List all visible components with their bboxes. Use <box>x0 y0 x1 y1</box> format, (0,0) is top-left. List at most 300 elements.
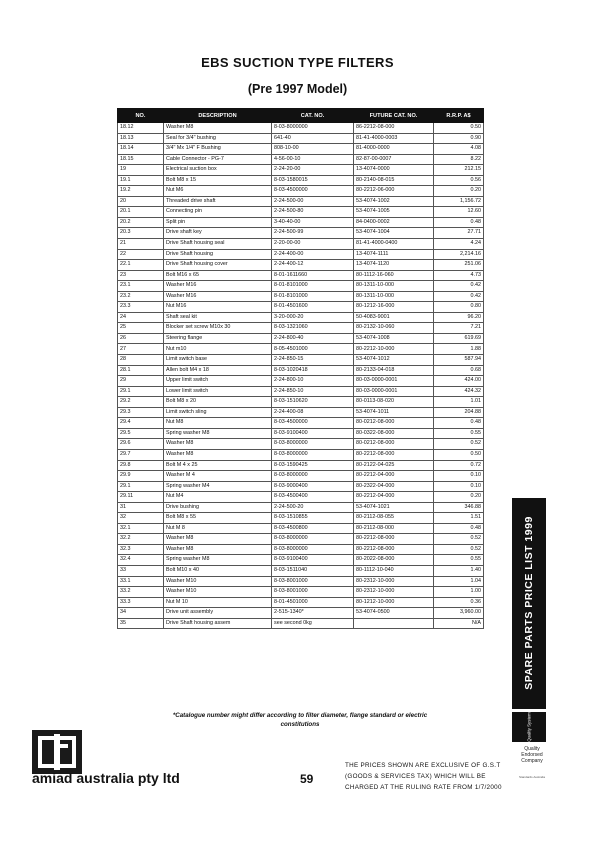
cell-no: 29.1 <box>118 386 164 397</box>
table-row <box>118 281 484 292</box>
cell-no: 21 <box>118 239 164 250</box>
cell-description: Limit switch sling <box>164 407 272 418</box>
cell-description: Washer M8 <box>164 439 272 450</box>
cell-rrp: 0.72 <box>434 460 484 471</box>
cell-rrp: 0.68 <box>434 365 484 376</box>
cell-rrp: 0.20 <box>434 492 484 503</box>
cell-rrp: 0.10 <box>434 481 484 492</box>
cell-cat-no: 8-03-1511040 <box>272 565 354 576</box>
catalogue-footnote <box>117 711 483 729</box>
cell-no: 19 <box>118 165 164 176</box>
cell-no: 33 <box>118 565 164 576</box>
document-subtitle: (Pre 1997 Model) <box>247 82 348 96</box>
cell-future-cat-no: 80-2322-04-000 <box>354 481 434 492</box>
cell-cat-no: 8-03-4500800 <box>272 523 354 534</box>
table-row <box>118 523 484 534</box>
quality-line-3: Company <box>521 758 543 764</box>
cell-description: Cable Connector - PG-7 <box>164 154 272 165</box>
cell-description: Shaft seal kit <box>164 312 272 323</box>
cell-future-cat-no: 53-4074-1021 <box>354 502 434 513</box>
cell-no: 33.2 <box>118 587 164 598</box>
table-header <box>118 109 484 123</box>
cell-description: Limit switch base <box>164 355 272 366</box>
gst-notice <box>345 760 510 793</box>
cell-future-cat-no: 53-4074-1002 <box>354 196 434 207</box>
cell-no: 33.3 <box>118 597 164 608</box>
cell-cat-no: 8-03-8000000 <box>272 544 354 555</box>
cell-future-cat-no: 80-2133-04-018 <box>354 365 434 376</box>
cell-future-cat-no: 80-2212-04-000 <box>354 492 434 503</box>
cell-future-cat-no: 80-1112-10-040 <box>354 565 434 576</box>
quality-system-label: Quality System <box>526 712 532 742</box>
cell-description: Drive bushing <box>164 502 272 513</box>
cell-cat-no: 8-03-8000000 <box>272 449 354 460</box>
table-row <box>118 418 484 429</box>
cell-description: Seal for 3/4" bushing <box>164 133 272 144</box>
cell-rrp: 346.88 <box>434 502 484 513</box>
cell-cat-no: 8-05-4501000 <box>272 344 354 355</box>
cell-rrp: 0.48 <box>434 217 484 228</box>
cell-description: Bolt M10 x 40 <box>164 565 272 576</box>
table-row <box>118 397 484 408</box>
cell-cat-no: 2-24-800-10 <box>272 376 354 387</box>
table-row <box>118 196 484 207</box>
cell-future-cat-no: 13-4074-0000 <box>354 165 434 176</box>
cell-rrp: 0.56 <box>434 175 484 186</box>
cell-future-cat-no: 53-4074-1004 <box>354 228 434 239</box>
cell-description: Connecting pin <box>164 207 272 218</box>
cell-rrp: 0.10 <box>434 471 484 482</box>
table-row <box>118 355 484 366</box>
cell-future-cat-no: 86-2212-08-000 <box>354 123 434 134</box>
table-row <box>118 228 484 239</box>
cell-cat-no: 8-03-1020418 <box>272 365 354 376</box>
cell-description: Nut M16 <box>164 302 272 313</box>
cell-description: Steering flange <box>164 333 272 344</box>
table-row <box>118 123 484 134</box>
cell-rrp: 0.36 <box>434 597 484 608</box>
cell-rrp: 0.52 <box>434 439 484 450</box>
cell-description: Drive Shaft housing <box>164 249 272 260</box>
table-row <box>118 260 484 271</box>
table-row <box>118 428 484 439</box>
cell-no: 29.5 <box>118 428 164 439</box>
cell-no: 18.15 <box>118 154 164 165</box>
cell-future-cat-no: 80-1311-10-000 <box>354 291 434 302</box>
cell-rrp: 0.55 <box>434 555 484 566</box>
table-row <box>118 544 484 555</box>
cell-cat-no: 2-24-20-00 <box>272 165 354 176</box>
table-row <box>118 333 484 344</box>
cell-future-cat-no: 80-2122-04-025 <box>354 460 434 471</box>
cell-rrp: 0.90 <box>434 133 484 144</box>
table-row <box>118 344 484 355</box>
cell-description: Washer M 4 <box>164 471 272 482</box>
header-future-cat-no: FUTURE CAT. NO. <box>354 109 434 123</box>
cell-cat-no: 2-24-850-10 <box>272 386 354 397</box>
cell-cat-no: 8-03-8001000 <box>272 587 354 598</box>
header-cat-no: CAT. NO. <box>272 109 354 123</box>
table-row <box>118 555 484 566</box>
table-row <box>118 407 484 418</box>
cell-future-cat-no: 50-4083-9001 <box>354 312 434 323</box>
table-row <box>118 587 484 598</box>
table-row <box>118 323 484 334</box>
cell-description: Washer M10 <box>164 576 272 587</box>
table-row <box>118 249 484 260</box>
cell-description: Bolt M 4 x 25 <box>164 460 272 471</box>
cell-cat-no: 2-24-400-12 <box>272 260 354 271</box>
quality-line-2: Endorsed <box>521 752 543 758</box>
cell-future-cat-no: 80-0212-08-000 <box>354 418 434 429</box>
cell-cat-no: 8-03-1590425 <box>272 460 354 471</box>
cell-description: Washer M8 <box>164 544 272 555</box>
cell-description: Spring washer M4 <box>164 481 272 492</box>
table-row <box>118 386 484 397</box>
cell-cat-no: 8-03-9100400 <box>272 428 354 439</box>
cell-description: Nut M8 <box>164 418 272 429</box>
cell-rrp: 1.88 <box>434 344 484 355</box>
cell-no: 22 <box>118 249 164 260</box>
cell-no: 31 <box>118 502 164 513</box>
header-rrp: R.R.P. A$ <box>434 109 484 123</box>
cell-no: 28 <box>118 355 164 366</box>
cell-no: 26 <box>118 333 164 344</box>
cell-cat-no: 8-03-8000000 <box>272 471 354 482</box>
cell-rrp: 7.21 <box>434 323 484 334</box>
cell-rrp: 212.15 <box>434 165 484 176</box>
table-row <box>118 186 484 197</box>
cell-description: Bolt M8 x 15 <box>164 175 272 186</box>
cell-future-cat-no: 82-87-00-0007 <box>354 154 434 165</box>
cell-future-cat-no: 80-1212-10-000 <box>354 597 434 608</box>
table-row <box>118 154 484 165</box>
cell-cat-no: 2-24-850-15 <box>272 355 354 366</box>
standards-label: Standards Australia <box>518 775 545 779</box>
cell-cat-no: 8-01-4501600 <box>272 302 354 313</box>
cell-no: 24 <box>118 312 164 323</box>
cell-rrp: 424.00 <box>434 376 484 387</box>
cell-cat-no: 2-24-500-99 <box>272 228 354 239</box>
cell-no: 29.9 <box>118 471 164 482</box>
cell-cat-no: 641-40 <box>272 133 354 144</box>
cell-description: Washer M10 <box>164 587 272 598</box>
cell-future-cat-no: 80-2312-10-000 <box>354 576 434 587</box>
cell-no: 29.3 <box>118 407 164 418</box>
gst-line-1: THE PRICES SHOWN ARE EXCLUSIVE OF G.S.T <box>345 762 501 769</box>
sidebar-label: SPARE PARTS PRICE LIST 1999 <box>523 516 535 690</box>
cell-rrp: 12.60 <box>434 207 484 218</box>
table-row <box>118 460 484 471</box>
cell-cat-no: 2-24-400-00 <box>272 249 354 260</box>
cell-no: 29.1 <box>118 481 164 492</box>
cell-no: 33.1 <box>118 576 164 587</box>
gst-line-3: CHARGED AT THE RULING RATE FROM 1/7/2000 <box>345 784 502 791</box>
cell-cat-no: 8-03-8000000 <box>272 439 354 450</box>
cell-no: 28.1 <box>118 365 164 376</box>
cell-future-cat-no: 80-1112-16-060 <box>354 270 434 281</box>
cell-cat-no: 8-01-4501000 <box>272 597 354 608</box>
table-row <box>118 302 484 313</box>
cell-description: Spring washer M8 <box>164 555 272 566</box>
cell-cat-no: 8-03-1580015 <box>272 175 354 186</box>
cell-no: 32.3 <box>118 544 164 555</box>
table-row <box>118 175 484 186</box>
cell-no: 19.2 <box>118 186 164 197</box>
cell-description: Drive Shaft housing cover <box>164 260 272 271</box>
cell-no: 20.3 <box>118 228 164 239</box>
cell-future-cat-no: 53-4074-0500 <box>354 608 434 619</box>
cell-cat-no: 3-40-40-00 <box>272 217 354 228</box>
cell-rrp: 1.01 <box>434 397 484 408</box>
cell-future-cat-no: 80-0322-08-000 <box>354 428 434 439</box>
table-row <box>118 207 484 218</box>
cell-future-cat-no: 80-2212-06-000 <box>354 186 434 197</box>
table-row <box>118 144 484 155</box>
quality-system-badge <box>512 712 546 742</box>
cell-cat-no: 3-20-000-20 <box>272 312 354 323</box>
table-row <box>118 502 484 513</box>
cell-description: Nut m10 <box>164 344 272 355</box>
cell-cat-no: 8-03-4500400 <box>272 492 354 503</box>
cell-future-cat-no: 80-2132-10-060 <box>354 323 434 334</box>
cell-cat-no: see second 0kg <box>272 618 354 629</box>
company-name: amiad australia pty ltd <box>32 770 180 786</box>
cell-future-cat-no: 53-4074-1008 <box>354 333 434 344</box>
cell-cat-no: 8-03-8000000 <box>272 123 354 134</box>
cell-cat-no: 8-03-1321060 <box>272 323 354 334</box>
cell-no: 20.2 <box>118 217 164 228</box>
cell-future-cat-no: 80-2112-08-000 <box>354 523 434 534</box>
cell-no: 25 <box>118 323 164 334</box>
cell-rrp: 0.42 <box>434 291 484 302</box>
cell-future-cat-no: 13-4074-1111 <box>354 249 434 260</box>
cell-description: Spring washer M8 <box>164 428 272 439</box>
header-row <box>118 109 484 123</box>
cell-future-cat-no: 53-4074-1011 <box>354 407 434 418</box>
cell-description: Drive shaft key <box>164 228 272 239</box>
cell-description: Nut M 10 <box>164 597 272 608</box>
cell-no: 32.4 <box>118 555 164 566</box>
table-body <box>118 123 484 629</box>
cell-no: 19.1 <box>118 175 164 186</box>
cell-description: Washer M16 <box>164 281 272 292</box>
table-row <box>118 565 484 576</box>
cell-cat-no: 2-24-400-08 <box>272 407 354 418</box>
cell-rrp: 251.06 <box>434 260 484 271</box>
cell-cat-no: 8-03-4500000 <box>272 418 354 429</box>
cell-rrp: 0.50 <box>434 123 484 134</box>
cell-description: Nut M 8 <box>164 523 272 534</box>
cell-description: Drive unit assembly <box>164 608 272 619</box>
header-no: NO. <box>118 109 164 123</box>
cell-description: Bolt M16 x 65 <box>164 270 272 281</box>
cell-rrp: 424.32 <box>434 386 484 397</box>
cell-future-cat-no: 80-2112-08-055 <box>354 513 434 524</box>
cell-future-cat-no: 80-2212-08-000 <box>354 449 434 460</box>
cell-no: 32 <box>118 513 164 524</box>
cell-rrp: 0.52 <box>434 544 484 555</box>
cell-no: 18.13 <box>118 133 164 144</box>
footnote-line-2: constitutions <box>280 721 320 728</box>
cell-description: Bolt M8 x 55 <box>164 513 272 524</box>
cell-no: 29.6 <box>118 439 164 450</box>
cell-rrp: 587.94 <box>434 355 484 366</box>
quality-line-1: Quality <box>524 746 540 752</box>
cell-rrp: 1,156.72 <box>434 196 484 207</box>
cell-description: Electrical suction box <box>164 165 272 176</box>
cell-cat-no: 4-56-00-10 <box>272 154 354 165</box>
table-row <box>118 165 484 176</box>
cell-rrp: 27.71 <box>434 228 484 239</box>
table-row <box>118 513 484 524</box>
cell-future-cat-no: 80-2140-08-015 <box>354 175 434 186</box>
cell-future-cat-no <box>354 618 434 629</box>
cell-rrp: 2,214.16 <box>434 249 484 260</box>
cell-rrp: 0.48 <box>434 523 484 534</box>
cell-rrp: 4.24 <box>434 239 484 250</box>
cell-rrp: 619.69 <box>434 333 484 344</box>
cell-future-cat-no: 53-4074-1005 <box>354 207 434 218</box>
cell-future-cat-no: 13-4074-1120 <box>354 260 434 271</box>
cell-no: 34 <box>118 608 164 619</box>
cell-no: 32.2 <box>118 534 164 545</box>
cell-description: Bolt M8 x 20 <box>164 397 272 408</box>
cell-cat-no: 8-01-8101000 <box>272 281 354 292</box>
cell-no: 18.14 <box>118 144 164 155</box>
footnote-line-1: *Catalogue number might differ according to filter diameter, flange standard or electric <box>172 712 428 719</box>
cell-description: Split pin <box>164 217 272 228</box>
cell-cat-no: 8-03-1510855 <box>272 513 354 524</box>
cell-future-cat-no: 80-0113-08-020 <box>354 397 434 408</box>
cell-cat-no: 2-20-00-00 <box>272 239 354 250</box>
gst-line-2: (GOODS & SERVICES TAX) WHICH WILL BE <box>345 773 486 780</box>
cell-cat-no: 2-515-1340* <box>272 608 354 619</box>
cell-cat-no: 8-03-4500000 <box>272 186 354 197</box>
cell-description: Washer M16 <box>164 291 272 302</box>
cell-cat-no: 8-03-1510620 <box>272 397 354 408</box>
cell-description: Drive Shaft housing assem <box>164 618 272 629</box>
cell-cat-no: 808-10-00 <box>272 144 354 155</box>
cell-rrp: 4.73 <box>434 270 484 281</box>
cell-future-cat-no: 80-2022-08-000 <box>354 555 434 566</box>
cell-no: 23.1 <box>118 281 164 292</box>
cell-rrp: 0.52 <box>434 534 484 545</box>
cell-rrp: 0.42 <box>434 281 484 292</box>
table-row <box>118 291 484 302</box>
cell-future-cat-no: 81-41-4000-0003 <box>354 133 434 144</box>
cell-no: 29.7 <box>118 449 164 460</box>
cell-cat-no: 8-03-8000000 <box>272 534 354 545</box>
cell-no: 23.3 <box>118 302 164 313</box>
cell-rrp: 1.04 <box>434 576 484 587</box>
cell-cat-no: 8-03-9100400 <box>272 555 354 566</box>
table-row <box>118 439 484 450</box>
cell-cat-no: 2-24-500-80 <box>272 207 354 218</box>
cell-no: 27 <box>118 344 164 355</box>
cell-future-cat-no: 80-2312-10-000 <box>354 587 434 598</box>
cell-no: 22.1 <box>118 260 164 271</box>
table-row <box>118 471 484 482</box>
cell-future-cat-no: 81-41-4000-0400 <box>354 239 434 250</box>
cell-no: 23 <box>118 270 164 281</box>
cell-future-cat-no: 80-0212-08-000 <box>354 439 434 450</box>
cell-no: 29.11 <box>118 492 164 503</box>
spare-parts-table <box>117 108 484 629</box>
table-row <box>118 449 484 460</box>
cell-no: 20.1 <box>118 207 164 218</box>
page-number: 59 <box>300 772 314 786</box>
cell-cat-no: 2-24-500-20 <box>272 502 354 513</box>
spare-parts-sidebar <box>512 498 546 709</box>
cell-no: 29.2 <box>118 397 164 408</box>
cell-future-cat-no: 80-2212-08-000 <box>354 534 434 545</box>
table-row <box>118 534 484 545</box>
cell-rrp: 96.20 <box>434 312 484 323</box>
cell-future-cat-no: 80-2212-04-000 <box>354 471 434 482</box>
table-row <box>118 312 484 323</box>
cell-rrp: 0.55 <box>434 428 484 439</box>
cell-rrp: 8.22 <box>434 154 484 165</box>
cell-description: Washer M8 <box>164 534 272 545</box>
document-title: EBS SUCTION TYPE FILTERS <box>201 55 394 70</box>
cell-no: 18.12 <box>118 123 164 134</box>
cell-description: Washer M8 <box>164 449 272 460</box>
table-row <box>118 576 484 587</box>
cell-no: 35 <box>118 618 164 629</box>
cell-description: 3/4" Mx 1/4" F Bushing <box>164 144 272 155</box>
cell-future-cat-no: 80-03-0000-0001 <box>354 386 434 397</box>
cell-rrp: 3,960.00 <box>434 608 484 619</box>
cell-future-cat-no: 53-4074-1012 <box>354 355 434 366</box>
table-row <box>118 492 484 503</box>
table-row <box>118 133 484 144</box>
cell-no: 23.2 <box>118 291 164 302</box>
cell-description: Drive Shaft housing seal <box>164 239 272 250</box>
cell-cat-no: 8-01-1611660 <box>272 270 354 281</box>
cell-description: Lower limit switch <box>164 386 272 397</box>
cell-rrp: N/A <box>434 618 484 629</box>
cell-future-cat-no: 80-03-0000-0001 <box>354 376 434 387</box>
cell-description: Blocker set screw M10x 30 <box>164 323 272 334</box>
cell-future-cat-no: 80-1311-10-000 <box>354 281 434 292</box>
cell-description: Nut M6 <box>164 186 272 197</box>
cell-no: 32.1 <box>118 523 164 534</box>
cell-description: Allen bolt M4 x 18 <box>164 365 272 376</box>
cell-rrp: 1.40 <box>434 565 484 576</box>
cell-description: Threaded drive shaft <box>164 196 272 207</box>
cell-no: 29 <box>118 376 164 387</box>
amiad-logo-icon <box>32 730 82 774</box>
cell-future-cat-no: 80-2212-08-000 <box>354 544 434 555</box>
cell-cat-no: 8-03-9000400 <box>272 481 354 492</box>
cell-cat-no: 2-24-500-00 <box>272 196 354 207</box>
cell-future-cat-no: 80-1212-16-000 <box>354 302 434 313</box>
cell-description: Nut M4 <box>164 492 272 503</box>
table-row <box>118 270 484 281</box>
table-row <box>118 217 484 228</box>
cell-rrp: 204.88 <box>434 407 484 418</box>
cell-future-cat-no: 81-4000-0000 <box>354 144 434 155</box>
cell-rrp: 0.50 <box>434 449 484 460</box>
cell-no: 29.8 <box>118 460 164 471</box>
cell-future-cat-no: 84-0400-0002 <box>354 217 434 228</box>
cell-no: 29.4 <box>118 418 164 429</box>
quality-endorsed-mark <box>510 746 554 764</box>
cell-rrp: 1.00 <box>434 587 484 598</box>
cell-description: Upper limit switch <box>164 376 272 387</box>
cell-rrp: 1.51 <box>434 513 484 524</box>
